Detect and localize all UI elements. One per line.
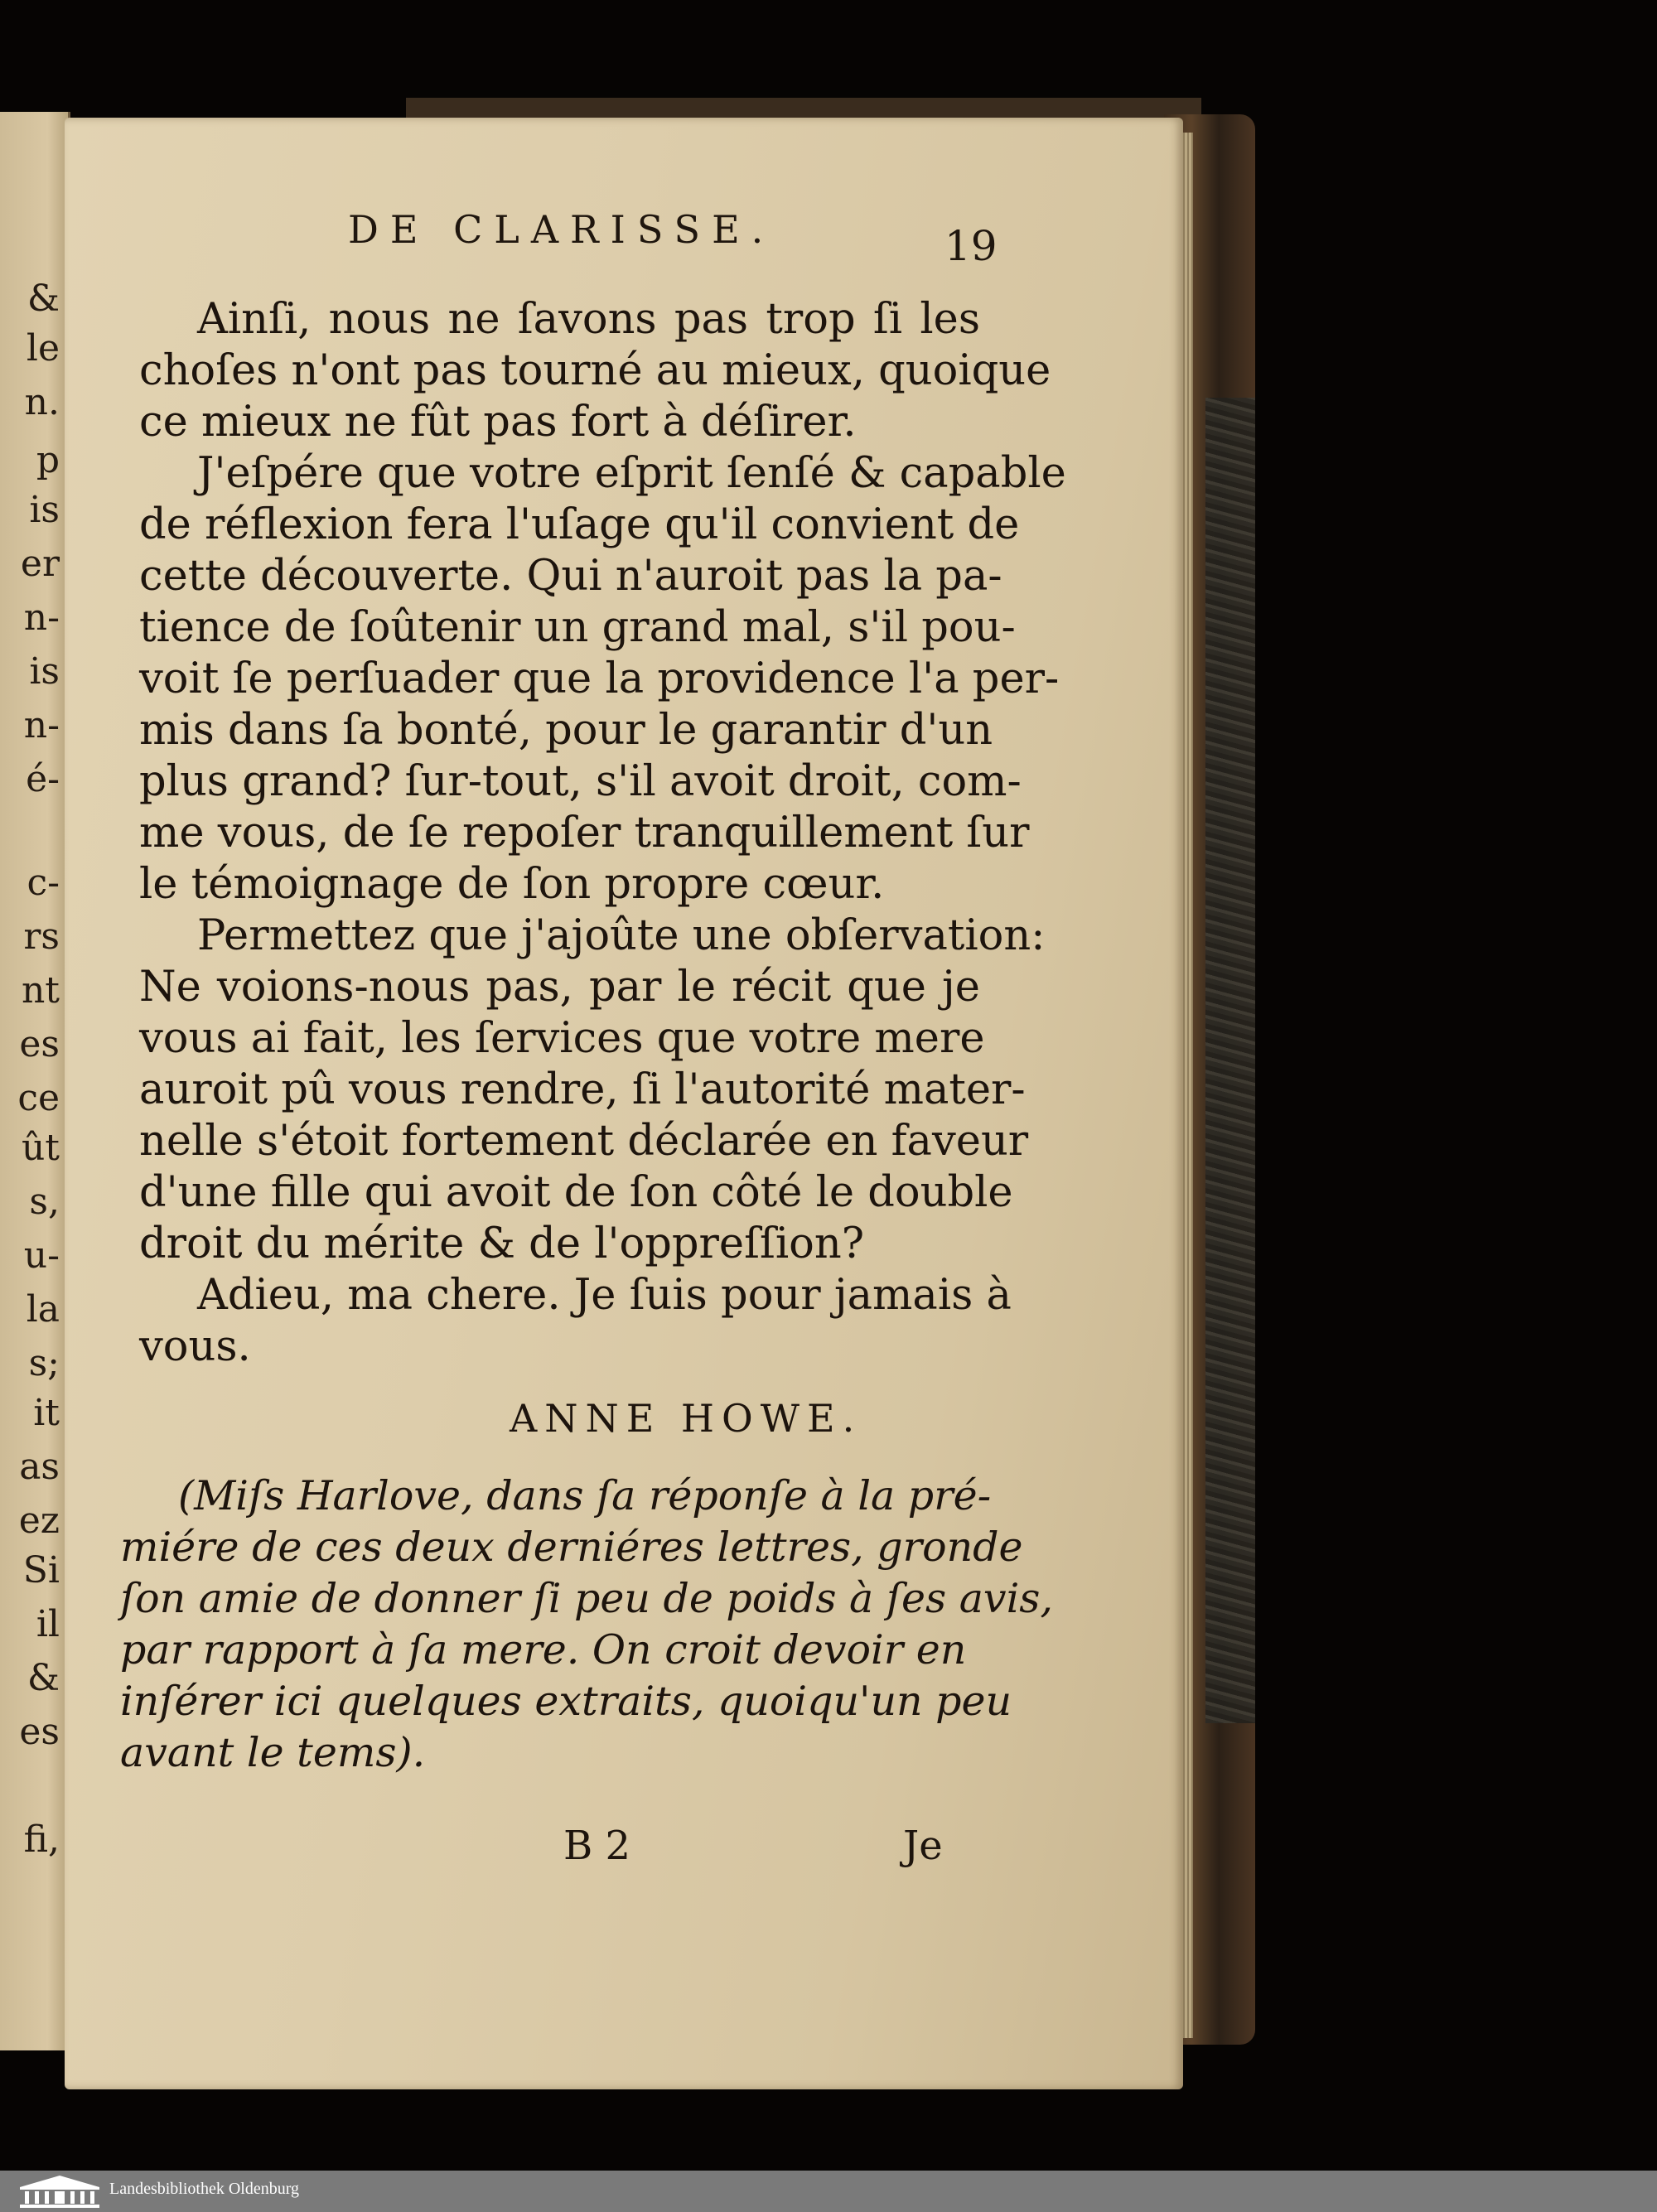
prev-fragment: le: [26, 327, 60, 369]
text-line: d'une fille qui avoit de ſon côté le double: [139, 1168, 1013, 1217]
italic-line: inſérer ici quelques extraits, quoiqu'un peu: [120, 1678, 1012, 1725]
text-line: vous ai fait, les ſervices que votre mere: [139, 1014, 985, 1063]
prev-fragment: ez: [18, 1500, 60, 1542]
prev-fragment: é-: [26, 758, 60, 800]
text-line: auroit pû vous rendre, ſi l'autorité mater-: [139, 1065, 1026, 1114]
letter-body: [139, 294, 1066, 1373]
binding-top-edge: [406, 98, 1201, 119]
text-line: tience de ſoûtenir un grand mal, s'il pou-: [139, 603, 1016, 652]
prev-fragment: u-: [23, 1234, 60, 1277]
prev-fragment: fi,: [23, 1818, 60, 1861]
prev-fragment: n-: [23, 596, 60, 639]
prev-fragment: rs: [23, 915, 60, 958]
prev-fragment: Si: [22, 1549, 60, 1591]
prev-fragment: is: [29, 650, 60, 693]
italic-line: ſon amie de donner ſi peu de poids à ſes avis,: [120, 1575, 1053, 1622]
library-building-icon: [18, 2174, 101, 2209]
prev-fragment: nt: [21, 969, 60, 1012]
text-line: choſes n'ont pas tourné au mieux, quoique: [139, 346, 1051, 395]
prev-fragment: &: [27, 1657, 60, 1699]
page-number: 19: [944, 222, 998, 270]
previous-page-edge: [0, 112, 70, 2050]
prev-fragment: it: [33, 1392, 60, 1434]
prev-fragment: es: [19, 1023, 60, 1065]
text-line: le témoignage de ſon propre cœur.: [139, 860, 885, 909]
prev-fragment: ce: [17, 1077, 60, 1119]
text-line: Adieu, ma chere. Je ſuis pour jamais à: [197, 1271, 1012, 1320]
library-name: Landesbibliothek Oldenburg: [109, 2180, 300, 2198]
italic-line: miére de ces deux derniéres lettres, gronde: [120, 1524, 1023, 1571]
prev-fragment: c-: [27, 862, 60, 904]
cover-marbling: [1205, 398, 1255, 1723]
text-line: Permettez que j'ajoûte une obſervation:: [197, 911, 1046, 960]
prev-fragment: &: [27, 278, 60, 320]
catchword: Je: [903, 1823, 943, 1869]
prev-fragment: as: [19, 1446, 60, 1488]
text-line: voit ſe perſuader que la providence l'a per-: [139, 654, 1060, 703]
text-line: de réflexion fera l'uſage qu'il convient de: [139, 500, 1020, 549]
editorial-note: [120, 1471, 1053, 1779]
prev-fragment: n-: [23, 704, 60, 746]
prev-fragment: er: [20, 543, 60, 585]
text-line: vous.: [139, 1322, 251, 1371]
prev-fragment: s;: [28, 1342, 60, 1384]
prev-fragment: il: [36, 1603, 60, 1645]
prev-fragment: n.: [24, 381, 60, 423]
prev-fragment: s,: [29, 1181, 60, 1223]
text-line: droit du mérite & de l'oppreſſion?: [139, 1219, 865, 1268]
prev-fragment: is: [29, 489, 60, 531]
text-line: cette découverte. Qui n'auroit pas la pa-: [139, 552, 1002, 601]
prev-fragment: ût: [21, 1127, 60, 1169]
prev-fragment: la: [26, 1288, 60, 1331]
text-line: nelle s'étoit fortement déclarée en faveur: [139, 1117, 1029, 1166]
running-head: DE CLARISSE.: [348, 207, 775, 252]
library-footer: [0, 2171, 1657, 2212]
text-line: Ne voions-nous pas, par le récit que je: [139, 963, 980, 1012]
text-line: me vous, de ſe repoſer tranquillement ſur: [139, 809, 1030, 857]
prev-fragment: p: [36, 439, 60, 481]
text-line: mis dans ſa bonté, pour le garantir d'un: [139, 706, 993, 755]
italic-line: (Miſs Harlove, dans ſa réponſe à la pré-: [178, 1472, 992, 1519]
text-line: plus grand? ſur-tout, s'il avoit droit, com-: [139, 757, 1022, 806]
italic-line: avant le tems).: [120, 1729, 426, 1776]
text-line: J'eſpére que votre eſprit ſenſé & capable: [197, 449, 1066, 498]
text-line: Ainſi, nous ne ſavons pas trop ſi les: [197, 295, 980, 344]
letter-signature: ANNE HOWE.: [510, 1396, 862, 1441]
text-line: ce mieux ne fût pas fort à déſirer.: [139, 398, 857, 447]
signature-mark: B 2: [563, 1823, 631, 1869]
prev-fragment: es: [19, 1711, 60, 1753]
italic-line: par rapport à ſa mere. On croit devoir en: [120, 1626, 967, 1673]
